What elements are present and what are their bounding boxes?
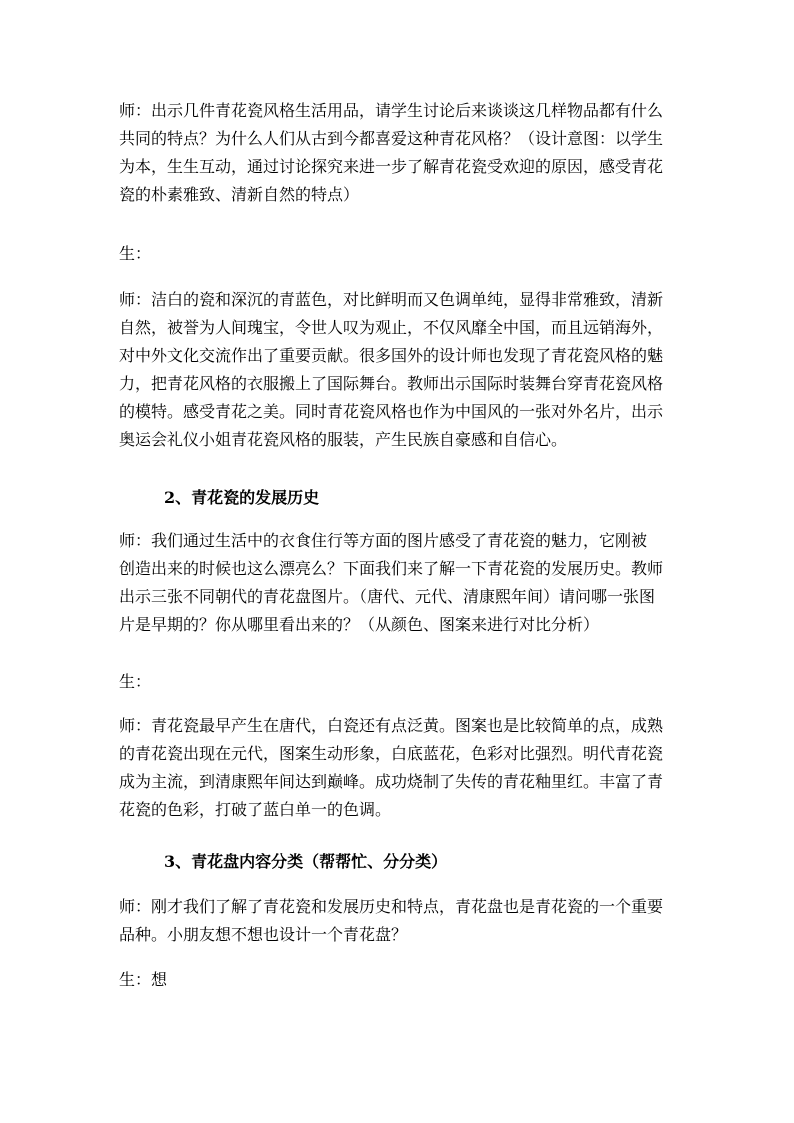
text-line: 的青花瓷出现在元代，图案生动形象，白底蓝花，色彩对比强烈。明代青花瓷 [119,744,664,763]
section-heading-classification: 3、青花盘内容分类（帮帮忙、分分类） [164,852,448,871]
text-line: 为本，生生互动，通过讨论探究来进一步了解青花瓷受欢迎的原因，感受青花 [119,157,664,176]
text-line: 品种。小朋友想不想也设计一个青花盘？ [119,925,408,944]
paragraph-teacher-show-items [119,97,679,209]
paragraph-student-2 [119,668,679,696]
paragraph-teacher-design [119,893,679,949]
paragraph-student-1 [119,240,679,268]
text-line: 出示三张不同朝代的青花盘图片。（唐代、元代、清康熙年间）请问哪一张图 [119,587,656,606]
text-line: 师：出示几件青花瓷风格生活用品，请学生讨论后来谈谈这几样物品都有什么 [119,101,664,120]
text-line: 师：青花瓷最早产生在唐代，白瓷还有点泛黄。图案也是比较简单的点，成熟 [119,716,664,735]
text-line: 生：想 [119,970,168,989]
text-line: 花瓷的色彩，打破了蓝白单一的色调。 [119,800,392,819]
text-line: 创造出来的时候也这么漂亮么？下面我们来了解一下青花瓷的发展历史。教师 [119,559,664,578]
text-line: 自然，被誉为人间瑰宝，令世人叹为观止，不仅风靡全中国，而且远销海外， [119,318,664,337]
paragraph-teacher-history [119,527,679,639]
text-line: 生： [119,244,152,263]
paragraph-teacher-blue-white [119,286,679,454]
paragraph-student-3 [119,966,679,994]
text-line: 共同的特点？为什么人们从古到今都喜爱这种青花风格？（设计意图：以学生 [119,129,664,148]
text-line: 成为主流，到清康熙年间达到巅峰。成功烧制了失传的青花釉里红。丰富了青 [119,772,664,791]
text-line: 的模特。感受青花之美。同时青花瓷风格也作为中国风的一张对外名片，出示 [119,402,664,421]
text-line: 师：刚才我们了解了青花瓷和发展历史和特点，青花盘也是青花瓷的一个重要 [119,897,664,916]
text-line: 瓷的朴素雅致、清新自然的特点） [119,185,360,204]
text-line: 力，把青花风格的衣服搬上了国际舞台。教师出示国际时装舞台穿青花瓷风格 [119,374,664,393]
text-line: 奥运会礼仪小姐青花瓷风格的服装，产生民族自豪感和自信心。 [119,430,568,449]
text-line: 片是早期的？你从哪里看出来的？（从颜色、图案来进行对比分析） [119,615,600,634]
text-line: 师：洁白的瓷和深沉的青蓝色，对比鲜明而又色调单纯，显得非常雅致，清新 [119,290,664,309]
section-heading-history: 2、青花瓷的发展历史 [164,488,320,507]
text-line: 生： [119,672,152,691]
paragraph-teacher-dynasties [119,712,679,824]
text-line: 对中外文化交流作出了重要贡献。很多国外的设计师也发现了青花瓷风格的魅 [119,346,664,365]
text-line: 师：我们通过生活中的衣食住行等方面的图片感受了青花瓷的魅力，它刚被 [119,531,648,550]
